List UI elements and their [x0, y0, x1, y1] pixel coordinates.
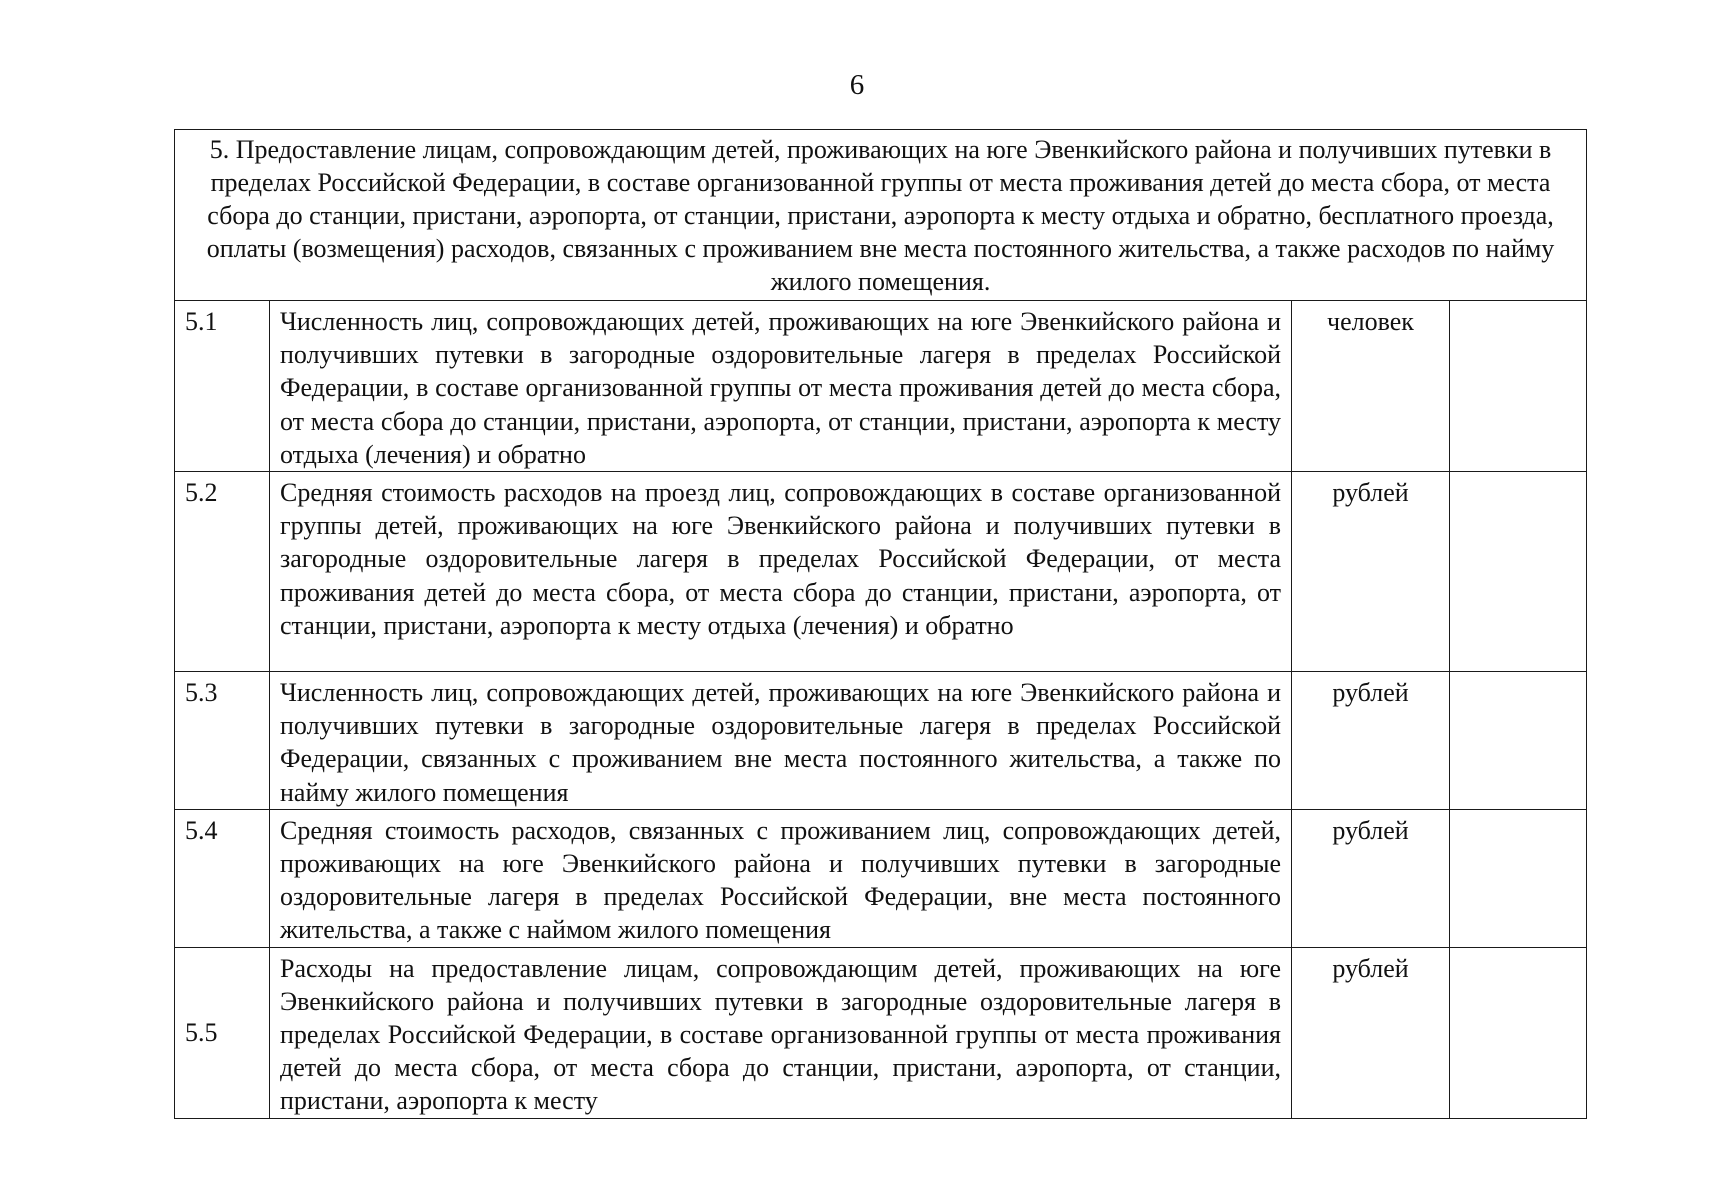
page-number: 6 [849, 69, 865, 101]
row-unit: рублей [1292, 947, 1450, 1118]
row-description: Численность лиц, сопровождающих детей, проживающих на юге Эвенкийского района и получивших путевки в загородные оздоровительные лагеря в пределах Российской Федерации, в составе организованной группы от места проживания детей до места сбора, от места сбора до станции, пристани, аэропорта, от станции, пристани, аэропорта к месту отдыха (лечения) и обратно [270, 301, 1292, 472]
table-row [175, 301, 1587, 472]
table-row [175, 809, 1587, 947]
row-value [1450, 809, 1587, 947]
row-unit: рублей [1292, 472, 1450, 672]
row-number: 5.1 [175, 301, 270, 472]
indicators-table [174, 129, 1587, 1119]
row-value [1450, 472, 1587, 672]
row-value [1450, 301, 1587, 472]
table-row [175, 947, 1587, 1118]
table-row [175, 472, 1587, 672]
row-unit: рублей [1292, 809, 1450, 947]
row-value [1450, 947, 1587, 1118]
row-number: 5.4 [175, 809, 270, 947]
row-unit: рублей [1292, 672, 1450, 810]
section-header-row [175, 130, 1587, 301]
row-description: Средняя стоимость расходов, связанных с проживанием лиц, сопровождающих детей, проживающих на юге Эвенкийского района и получивших путевки в загородные оздоровительные лагеря в пределах Российской Федерации, вне места постоянного жительства, а также с наймом жилого помещения [270, 809, 1292, 947]
row-unit: человек [1292, 301, 1450, 472]
table-row [175, 672, 1587, 810]
row-description: Численность лиц, сопровождающих детей, проживающих на юге Эвенкийского района и получивших путевки в загородные оздоровительные лагеря в пределах Российской Федерации, связанных с проживанием вне места постоянного жительства, а также по найму жилого помещения [270, 672, 1292, 810]
row-value [1450, 672, 1587, 810]
row-number: 5.2 [175, 472, 270, 672]
row-description: Расходы на предоставление лицам, сопровождающим детей, проживающих на юге Эвенкийского района и получивших путевки в загородные оздоровительные лагеря в пределах Российской Федерации, в составе организованной группы от места проживания детей до места сбора, от места сбора до станции, пристани, аэропорта, от станции, пристани, аэропорта к месту [270, 947, 1292, 1118]
row-number: 5.5 [175, 947, 270, 1118]
section-title: 5. Предоставление лицам, сопровождающим детей, проживающих на юге Эвенкийского района и получивших путевки в пределах Российской Федерации, в составе организованной группы от места проживания детей до места сбора, от места сбора до станции, пристани, аэропорта, от станции, пристани, аэропорта к месту отдыха и обратно, бесплатного проезда, оплаты (возмещения) расходов, связанных с проживанием вне места постоянного жительства, а также расходов по найму жилого помещения. [175, 130, 1587, 301]
row-number: 5.3 [175, 672, 270, 810]
row-description: Средняя стоимость расходов на проезд лиц, сопровождающих в составе организованной группы детей, проживающих на юге Эвенкийского района и получивших путевки в загородные оздоровительные лагеря в пределах Российской Федерации, от места проживания детей до места сбора, от места сбора до станции, пристани, аэропорта, от станции, пристани, аэропорта к месту отдыха (лечения) и обратно [270, 472, 1292, 672]
